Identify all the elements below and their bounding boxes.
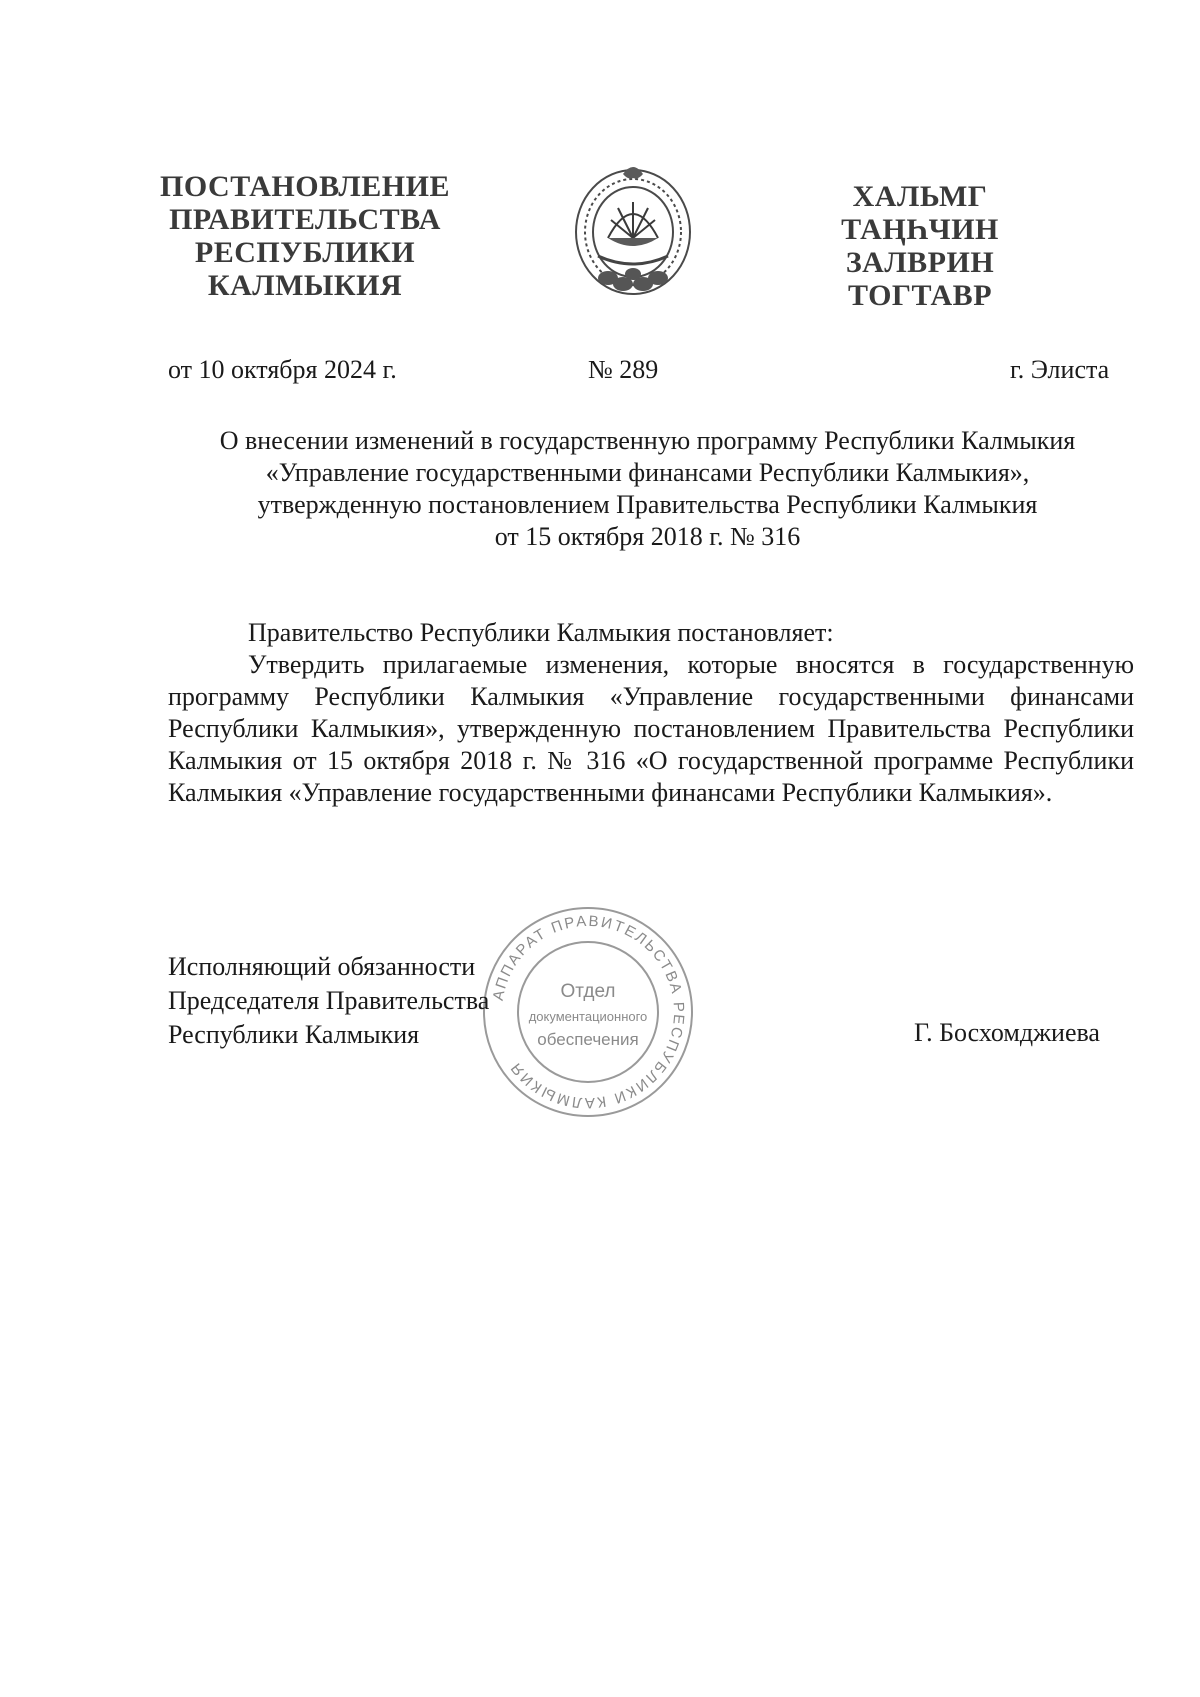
document-title [150,425,1145,553]
stamp-center-line: документационного [528,1009,648,1024]
document-date: от 10 октября 2024 г. [168,355,397,384]
title-line: утвержденную постановлением Правительства Республики Калмыкия [257,490,1038,519]
header-right-line: ЗАЛВРИН [845,246,995,279]
header-right [820,180,1020,312]
body-paragraph-decision: Утвердить прилагаемые изменения, которые вносятся в государственную программу Республики Калмыкия «Управление государственными финансами Республики Калмыкия», утвержденную постановлением Правительства Республики Калмыкия от 15 октября 2018 г. № 316 «О государственной программе Республики Калмыкия «Управление государственными финансами Республики Калмыкия». [168,650,1134,807]
document-number: № 289 [588,355,659,384]
signature-position-line: Председателя Правительства [168,986,490,1015]
body-paragraph-intro: Правительство Республики Калмыкия постановляет: [248,618,834,647]
header-left-line: КАЛМЫКИЯ [207,269,403,302]
title-line: О внесении изменений в государственную программу Республики Калмыкия [219,426,1076,455]
stamp-ring-text: АППАРАТ ПРАВИТЕЛЬСТВА РЕСПУБЛИКИ КАЛМЫКИЯ [489,912,688,1112]
header-left [150,170,460,302]
header-left-line: ПРАВИТЕЛЬСТВА [169,203,441,236]
document-place: г. Элиста [1010,355,1110,384]
signature-position-line: Исполняющий обязанности [168,952,476,981]
official-stamp [478,905,698,1120]
header-right-line: ТОГТАВР [847,279,993,312]
stamp-center-line: обеспечения [537,1030,639,1049]
coat-of-arms-emblem-icon [568,160,698,310]
stamp-center-line: Отдел [560,981,616,1002]
document-body [168,617,1134,809]
signature-position-line: Республики Калмыкия [168,1020,420,1049]
signatory-name: Г. Босхомджиева [914,1018,1100,1047]
header-right-line: ТАҢҺЧИН [841,213,999,246]
header-left-line: ПОСТАНОВЛЕНИЕ [160,170,450,203]
signature-position [168,950,489,1052]
title-line: «Управление государственными финансами Республики Калмыкия», [265,458,1030,487]
header-left-line: РЕСПУБЛИКИ [194,236,416,269]
title-line: от 15 октября 2018 г. № 316 [494,522,801,551]
header-right-line: ХАЛЬМГ [852,180,988,213]
